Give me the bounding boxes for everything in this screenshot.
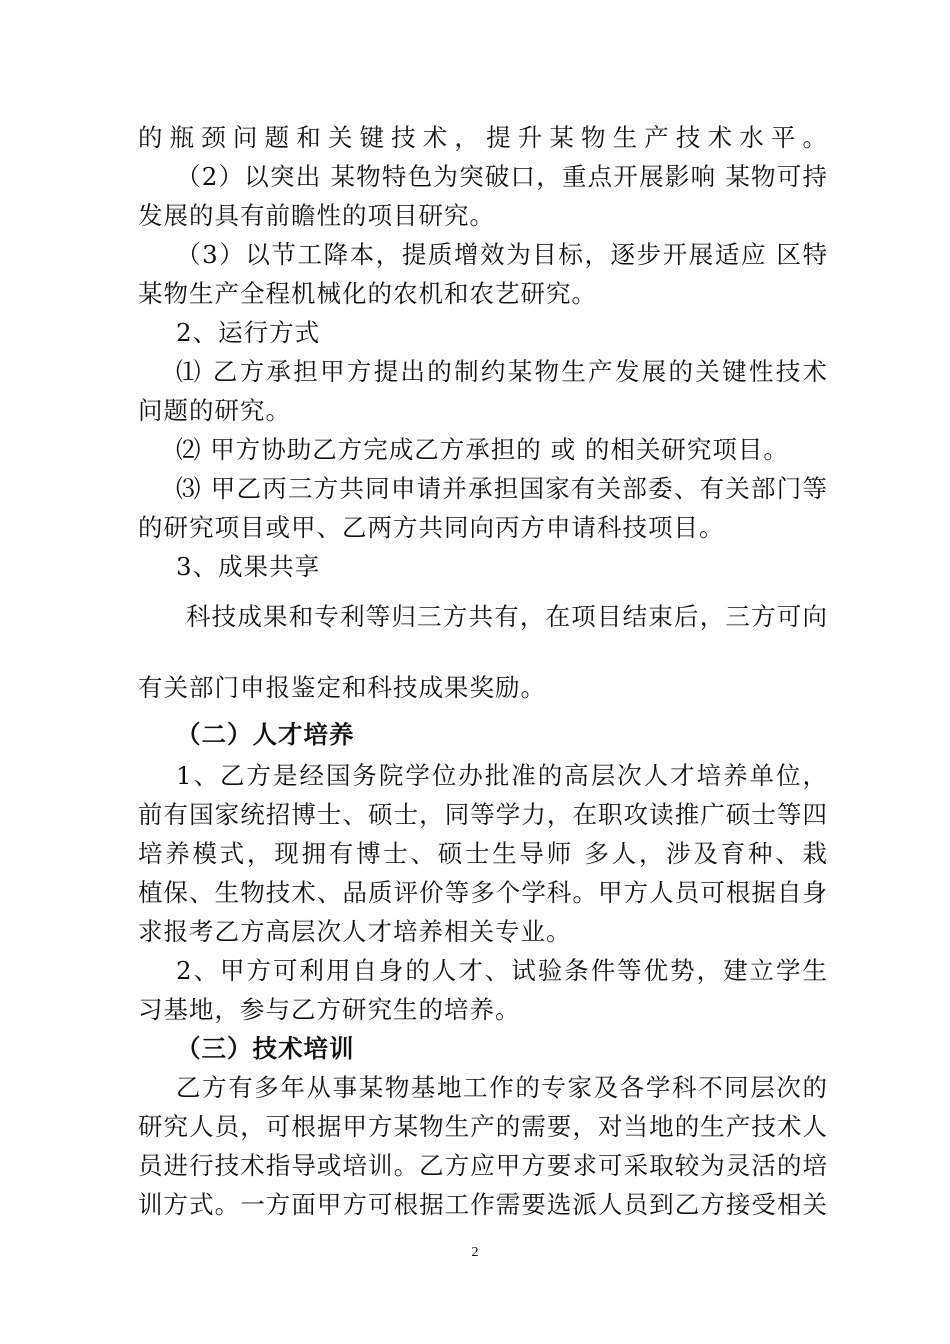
text-line: 问题的研究。 [138, 396, 291, 425]
text-line: 培养模式，现拥有博士、硕士生导师 多人，涉及育种、栽 [138, 839, 828, 868]
section-heading-talent-training: （二）人才培养 [176, 720, 355, 749]
text-line: 训方式。一方面甲方可根据工作需要选派人员到乙方接受相关 [138, 1190, 828, 1219]
text-line: 的瓶颈问题和关键技术，提升某物生产技术水平。 [138, 123, 828, 152]
section-subheading: 3、成果共享 [176, 552, 321, 581]
text-line: 科技成果和专利等归三方共有，在项目结束后，三方可向 [186, 602, 828, 631]
text-line: 求报考乙方高层次人才培养相关专业。 [138, 917, 572, 946]
text-line: 1、乙方是经国务院学位办批准的高层次人才培养单位， [176, 761, 828, 790]
text-line: 有关部门申报鉴定和科技成果奖励。 [138, 673, 546, 702]
text-line: 植保、生物技术、品质评价等多个学科。甲方人员可根据自身 [138, 878, 828, 907]
section-heading-technical-training: （三）技术培训 [176, 1034, 355, 1063]
text-line: 研究人员，可根据甲方某物生产的需要，对当地的生产技术人 [138, 1112, 828, 1141]
text-line: ⑵ 甲方协助乙方完成乙方承担的 或 的相关研究项目。 [176, 435, 789, 464]
page-number: 2 [471, 1245, 479, 1260]
text-line: 发展的具有前瞻性的项目研究。 [138, 201, 495, 230]
text-line: ⑴ 乙方承担甲方提出的制约某物生产发展的关键性技术 [176, 357, 828, 386]
section-subheading: 2、运行方式 [176, 318, 321, 347]
text-line: （3）以节工降本，提质增效为目标，逐步开展适应 区特 [176, 240, 828, 269]
text-line: 乙方有多年从事某物基地工作的专家及各学科不同层次的 [176, 1073, 828, 1102]
text-line: 员进行技术指导或培训。乙方应甲方要求可采取较为灵活的培 [138, 1151, 828, 1180]
text-line: 的研究项目或甲、乙两方共同向丙方申请科技项目。 [138, 513, 725, 542]
text-line: 习基地，参与乙方研究生的培养。 [138, 995, 521, 1024]
text-line: ⑶ 甲乙丙三方共同申请并承担国家有关部委、有关部门等 [176, 474, 828, 503]
text-line: 某物生产全程机械化的农机和农艺研究。 [138, 279, 597, 308]
text-line: 2、甲方可利用自身的人才、试验条件等优势，建立学生 [176, 956, 828, 985]
text-line: 前有国家统招博士、硕士，同等学力，在职攻读推广硕士等四 [138, 800, 828, 829]
text-line: （2）以突出 某物特色为突破口，重点开展影响 某物可持 [176, 162, 828, 191]
